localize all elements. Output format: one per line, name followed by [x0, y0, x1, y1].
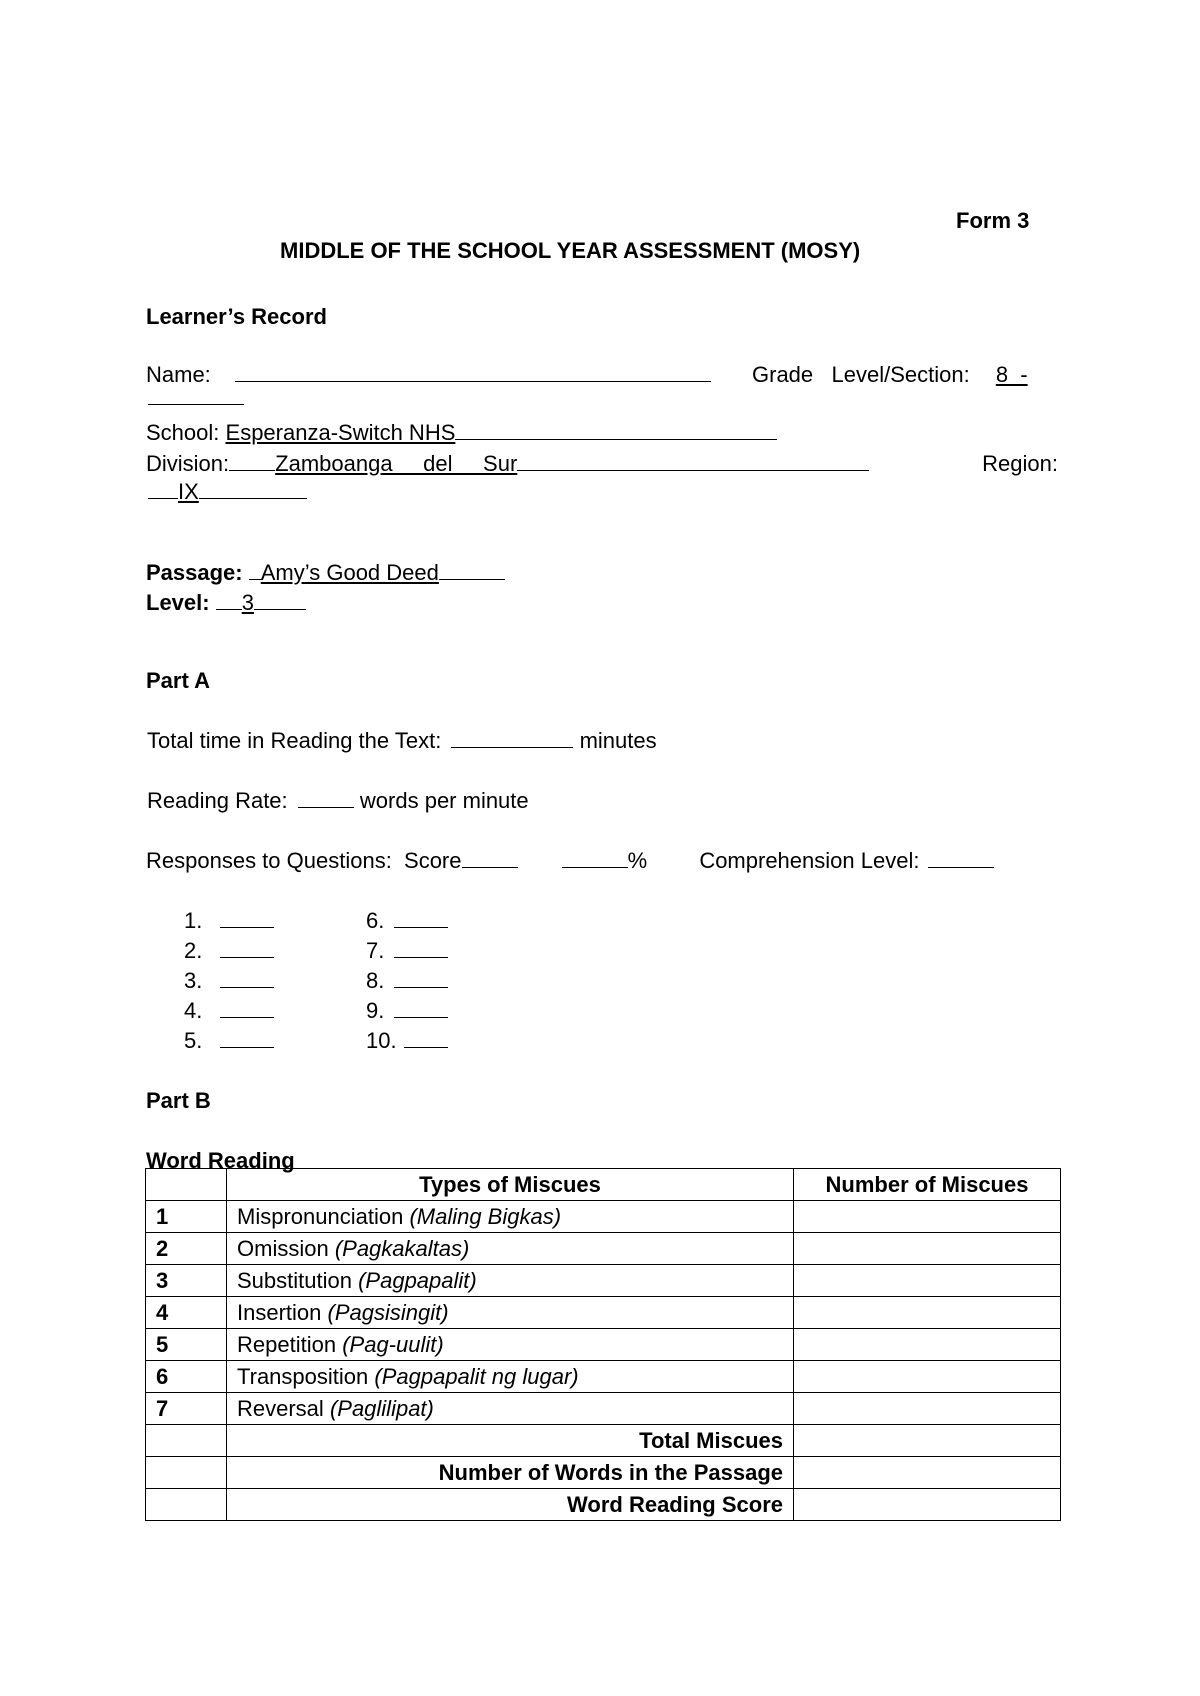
row-number: 3 — [146, 1265, 227, 1297]
miscue-type-label: Omission — [237, 1235, 329, 1261]
question-number: 4. — [184, 998, 203, 1023]
row-number: 7 — [146, 1393, 227, 1425]
miscue-count-cell[interactable] — [794, 1265, 1061, 1297]
reading-rate-label: Reading Rate: — [147, 788, 288, 813]
miscue-count-cell[interactable] — [794, 1201, 1061, 1233]
question-number: 8. — [366, 968, 385, 993]
answer-field[interactable] — [220, 909, 274, 928]
miscue-type-tagalog: (Pag-uulit) — [342, 1331, 444, 1357]
comprehension-label: Comprehension Level: — [699, 848, 920, 873]
school-row — [146, 420, 777, 446]
number-of-words-row — [146, 1457, 1061, 1489]
blank-cell — [146, 1457, 227, 1489]
answer-field[interactable] — [220, 999, 274, 1018]
total-time-field[interactable] — [451, 729, 573, 748]
total-miscues-row — [146, 1425, 1061, 1457]
question-list-right — [366, 908, 448, 1058]
table-header-row — [146, 1169, 1061, 1201]
total-miscues-label: Total Miscues — [227, 1425, 794, 1457]
passage-field-lead — [249, 561, 261, 580]
row-number: 5 — [146, 1329, 227, 1361]
answer-field[interactable] — [404, 1029, 448, 1048]
answer-field[interactable] — [220, 1029, 274, 1048]
miscue-type — [227, 1201, 794, 1233]
division-row — [146, 451, 1058, 477]
percent-field[interactable] — [562, 849, 628, 868]
miscue-type-tagalog: (Pagpapalit) — [358, 1267, 477, 1293]
grade-value[interactable]: 8 - — [995, 362, 1028, 387]
level-field-line — [254, 591, 306, 610]
question-item — [184, 968, 274, 998]
grade-label: Grade Level/Section: — [752, 362, 970, 387]
miscue-type-label: Substitution — [237, 1267, 352, 1293]
division-field-line — [517, 452, 869, 471]
row-number: 1 — [146, 1201, 227, 1233]
miscue-type — [227, 1297, 794, 1329]
miscue-type — [227, 1329, 794, 1361]
level-value[interactable]: 3 — [241, 590, 254, 615]
miscue-type-tagalog: (Pagkakaltas) — [334, 1235, 470, 1261]
miscue-type — [227, 1361, 794, 1393]
reading-rate-field[interactable] — [298, 789, 354, 808]
reading-rate-unit: words per minute — [359, 788, 529, 813]
form-label: Form 3 — [956, 208, 1030, 233]
reading-rate-row — [147, 788, 529, 814]
grade-section-continuation — [148, 386, 244, 410]
miscue-count-cell[interactable] — [794, 1361, 1061, 1393]
answer-field[interactable] — [220, 969, 274, 988]
word-reading-heading: Word Reading — [146, 1148, 295, 1173]
answer-field[interactable] — [394, 969, 448, 988]
region-field-line — [199, 480, 307, 499]
percent-sign: % — [627, 848, 648, 873]
passage-row — [146, 560, 505, 586]
table-row — [146, 1393, 1061, 1425]
region-label: Region: — [982, 451, 1058, 476]
row-number: 6 — [146, 1361, 227, 1393]
school-label: School: — [146, 420, 220, 445]
miscue-count-cell[interactable] — [794, 1233, 1061, 1265]
miscue-type-label: Mispronunciation — [237, 1203, 404, 1229]
question-item — [366, 908, 448, 938]
miscues-table — [145, 1168, 1061, 1521]
table-header-blank — [146, 1169, 227, 1201]
level-field-lead — [216, 591, 242, 610]
question-list-left — [184, 908, 274, 1058]
responses-label: Responses to Questions: Score — [146, 848, 462, 873]
name-row — [146, 362, 1058, 388]
miscue-type-tagalog: (Pagsisingit) — [327, 1299, 449, 1325]
answer-field[interactable] — [394, 999, 448, 1018]
question-number: 10. — [366, 1028, 397, 1053]
table-row — [146, 1297, 1061, 1329]
total-time-unit: minutes — [579, 728, 657, 753]
miscue-type-label: Reversal — [237, 1395, 324, 1421]
blank-cell — [146, 1425, 227, 1457]
table-row — [146, 1201, 1061, 1233]
question-item — [366, 1028, 448, 1058]
question-item — [366, 968, 448, 998]
total-miscues-cell[interactable] — [794, 1425, 1061, 1457]
word-reading-score-label: Word Reading Score — [227, 1489, 794, 1521]
question-item — [184, 998, 274, 1028]
miscue-count-cell[interactable] — [794, 1329, 1061, 1361]
total-time-row — [147, 728, 657, 754]
question-item — [366, 938, 448, 968]
division-field-lead — [229, 452, 275, 471]
name-field[interactable] — [235, 363, 711, 382]
question-number: 1. — [184, 908, 203, 933]
miscue-type — [227, 1233, 794, 1265]
school-value[interactable]: Esperanza-Switch NHS — [225, 420, 456, 445]
part-a-heading: Part A — [146, 668, 210, 693]
question-item — [184, 938, 274, 968]
learners-record-heading: Learner’s Record — [146, 304, 327, 329]
miscue-type — [227, 1393, 794, 1425]
region-field-lead — [148, 480, 178, 499]
miscue-type — [227, 1265, 794, 1297]
row-number: 4 — [146, 1297, 227, 1329]
answer-field[interactable] — [394, 909, 448, 928]
table-row — [146, 1329, 1061, 1361]
school-field-line — [455, 421, 777, 440]
miscue-type-tagalog: (Pagpapalit ng lugar) — [374, 1363, 579, 1389]
number-of-words-label: Number of Words in the Passage — [227, 1457, 794, 1489]
name-label: Name: — [146, 362, 211, 387]
number-of-words-cell[interactable] — [794, 1457, 1061, 1489]
word-reading-score-row — [146, 1489, 1061, 1521]
miscue-type-label: Insertion — [237, 1299, 322, 1325]
answer-field[interactable] — [394, 939, 448, 958]
question-number: 9. — [366, 998, 385, 1023]
miscue-type-label: Repetition — [237, 1331, 337, 1357]
total-time-label: Total time in Reading the Text: — [147, 728, 442, 753]
table-header-number: Number of Miscues — [794, 1169, 1061, 1201]
table-row — [146, 1233, 1061, 1265]
score-field[interactable] — [462, 849, 518, 868]
division-value[interactable]: Zamboanga del Sur — [275, 451, 518, 476]
blank-cell — [146, 1489, 227, 1521]
question-item — [184, 908, 274, 938]
question-number: 5. — [184, 1028, 203, 1053]
question-item — [366, 998, 448, 1028]
passage-field-line — [439, 561, 505, 580]
miscue-count-cell[interactable] — [794, 1297, 1061, 1329]
miscue-type-label: Transposition — [237, 1363, 369, 1389]
miscue-count-cell[interactable] — [794, 1393, 1061, 1425]
question-number: 3. — [184, 968, 203, 993]
passage-value[interactable]: Amy’s Good Deed — [260, 560, 439, 585]
passage-label: Passage: — [146, 560, 243, 585]
level-row — [146, 590, 306, 616]
table-row — [146, 1265, 1061, 1297]
level-label: Level: — [146, 590, 210, 615]
page-title: MIDDLE OF THE SCHOOL YEAR ASSESSMENT (MOSY) — [280, 238, 861, 263]
question-number: 7. — [366, 938, 385, 963]
miscue-type-tagalog: (Maling Bigkas) — [409, 1203, 562, 1229]
division-label: Division: — [146, 451, 230, 476]
question-number: 6. — [366, 908, 385, 933]
question-number: 2. — [184, 938, 203, 963]
region-value[interactable]: IX — [178, 479, 199, 504]
row-number: 2 — [146, 1233, 227, 1265]
region-row — [148, 479, 307, 505]
section-field[interactable] — [148, 386, 244, 405]
comprehension-field[interactable] — [928, 849, 994, 868]
word-reading-score-cell[interactable] — [794, 1489, 1061, 1521]
question-item — [184, 1028, 274, 1058]
table-row — [146, 1361, 1061, 1393]
grade-section — [752, 362, 1028, 388]
responses-row — [146, 848, 994, 874]
answer-field[interactable] — [220, 939, 274, 958]
table-header-types: Types of Miscues — [227, 1169, 794, 1201]
miscue-type-tagalog: (Paglilipat) — [329, 1395, 434, 1421]
part-b-heading: Part B — [146, 1088, 211, 1113]
